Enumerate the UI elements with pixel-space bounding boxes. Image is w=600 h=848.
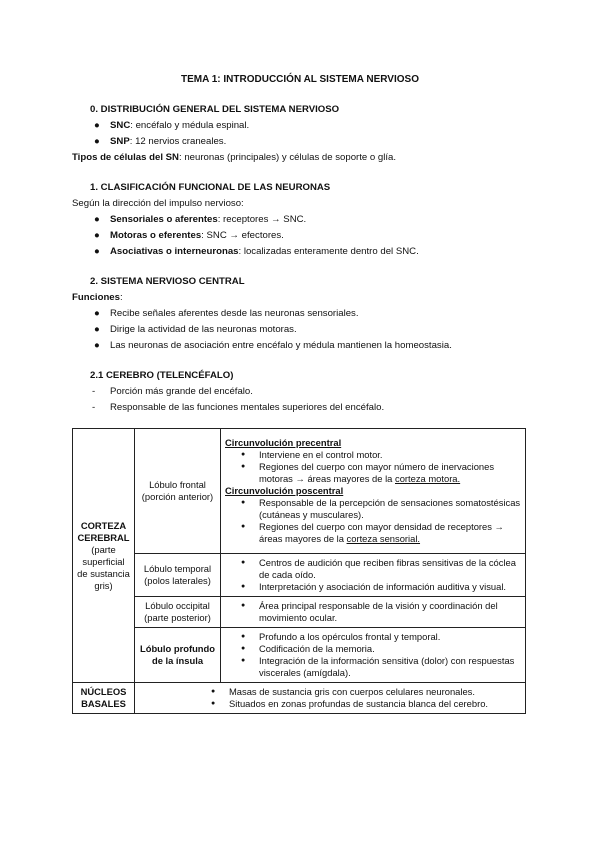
list-item: ● Codificación de la memoria. — [259, 643, 521, 655]
functions-label — [72, 292, 123, 304]
list — [225, 497, 521, 545]
item-text: Dirige la actividad de las neuronas motoras. — [110, 324, 297, 335]
list-item — [94, 214, 306, 226]
frontal-lobe-details — [221, 429, 526, 554]
list-item: ● Responsable de la percepción de sensaciones somatostésicas (cutáneas y musculares). — [259, 497, 521, 521]
table-row — [73, 554, 526, 597]
item-text-underlined: corteza motora. — [395, 473, 461, 484]
list — [225, 557, 521, 593]
list-item: ● Interpretación y asociación de información auditiva y visual. — [259, 581, 521, 593]
list-item — [94, 230, 284, 242]
term: Tipos de células del SN — [72, 152, 179, 163]
list-item — [259, 461, 521, 485]
lobe-name: Lóbulo frontal — [149, 479, 206, 490]
lobe-name: Lóbulo temporal — [143, 563, 212, 574]
subheading: Circunvolución poscentral — [225, 485, 344, 496]
list — [225, 631, 521, 679]
list-item — [92, 402, 384, 414]
bullet-icon: ● — [94, 120, 100, 131]
section-1-intro: Según la dirección del impulso nervioso: — [72, 198, 244, 209]
dash-icon: - — [92, 402, 96, 413]
lobe-location: (polos laterales) — [144, 575, 211, 586]
brain-structure-table — [72, 428, 526, 714]
item-text: : localizadas enteramente dentro del SNC. — [238, 246, 419, 257]
list — [225, 600, 521, 624]
bullet-icon: ● — [94, 136, 100, 147]
term: Motoras o eferentes — [110, 230, 202, 241]
bullet-icon: ● — [94, 308, 100, 319]
bullet-icon: ● — [94, 230, 100, 241]
document-title: TEMA 1: INTRODUCCIÓN AL SISTEMA NERVIOSO — [181, 74, 419, 85]
basal-nuclei-details — [135, 683, 526, 714]
item-text: : 12 nervios craneales. — [129, 136, 227, 147]
table-row — [73, 628, 526, 683]
bullet-icon: ● — [94, 214, 100, 225]
section-0-heading: 0. DISTRIBUCIÓN GENERAL DEL SISTEMA NERVIOSO — [90, 104, 340, 115]
list-item — [94, 340, 452, 352]
occipital-lobe-details — [221, 597, 526, 628]
list-item — [94, 308, 359, 320]
table-row — [73, 429, 526, 554]
bullet-icon: ● — [94, 246, 100, 257]
insula-lobe-details — [221, 628, 526, 683]
section-2-heading: 2. SISTEMA NERVIOSO CENTRAL — [90, 276, 245, 287]
list-item: ● Masas de sustancia gris con cuerpos celulares neuronales. — [229, 686, 521, 698]
lobe-location: (porción anterior) — [141, 491, 214, 502]
item-text: Responsable de las funciones mentales superiores del encéfalo. — [110, 402, 385, 413]
frontal-lobe-cell — [135, 429, 221, 554]
colon: : — [119, 292, 123, 303]
basal-nuclei-label: NÚCLEOS BASALES — [80, 686, 127, 709]
list-item — [94, 120, 249, 132]
list-item — [94, 324, 297, 336]
cortex-cell — [73, 429, 135, 683]
lobe-location: (parte posterior) — [144, 612, 211, 623]
term: Asociativas o interneuronas — [110, 246, 239, 257]
lobe-name: Lóbulo occipital — [145, 600, 210, 611]
bullet-icon: ● — [94, 324, 100, 335]
subheading: Circunvolución precentral — [225, 437, 342, 448]
temporal-lobe-details — [221, 554, 526, 597]
item-text: Recibe señales aferentes desde las neuronas sensoriales. — [110, 308, 359, 319]
list-item — [94, 136, 226, 148]
table-row — [73, 597, 526, 628]
term: Sensoriales o aferentes — [110, 214, 218, 225]
item-text: Regiones del cuerpo con mayor número de inervaciones motoras → áreas mayores de la — [259, 461, 495, 484]
lobe-name: Lóbulo profundo de la ínsula — [140, 643, 215, 666]
list-item — [259, 521, 521, 545]
item-text: : receptores → SNC. — [217, 214, 307, 225]
item-text: Regiones del cuerpo con mayor densidad de receptores → áreas mayores de la — [259, 521, 504, 544]
item-text: : encéfalo y médula espinal. — [130, 120, 250, 131]
list-item: ● Área principal responsable de la visión y coordinación del movimiento ocular. — [259, 600, 521, 624]
list-item: ● Profundo a los opérculos frontal y temporal. — [259, 631, 521, 643]
temporal-lobe-cell — [135, 554, 221, 597]
list-item — [92, 386, 253, 398]
bullet-icon: ● — [94, 340, 100, 351]
item-text: : SNC → efectores. — [201, 230, 284, 241]
cortex-description: (parte superficial de sustancia gris) — [77, 543, 130, 591]
section-1-heading: 1. CLASIFICACIÓN FUNCIONAL DE LAS NEURONAS — [90, 182, 331, 193]
item-text: : neuronas (principales) y células de soporte o glía. — [179, 152, 397, 163]
list-item — [94, 246, 419, 258]
insula-lobe-cell — [135, 628, 221, 683]
term: SNC — [110, 120, 131, 131]
term: SNP — [110, 136, 130, 147]
list-item: ● Situados en zonas profundas de sustancia blanca del cerebro. — [229, 698, 521, 710]
item-text-underlined: corteza sensorial. — [346, 533, 421, 544]
list-item: ● Centros de audición que reciben fibras sensitivas de la cóclea de cada oído. — [259, 557, 521, 581]
list-item: ● Integración de la información sensitiva (dolor) con respuestas viscerales (amígdala). — [259, 655, 521, 679]
list-item: ● Interviene en el control motor. — [259, 449, 521, 461]
cortex-label: CORTEZA CEREBRAL — [77, 519, 130, 543]
list — [225, 449, 521, 485]
basal-nuclei-cell — [73, 683, 135, 714]
term: Funciones — [72, 292, 120, 303]
item-text: Las neuronas de asociación entre encéfalo y médula mantienen la homeostasia. — [110, 340, 452, 351]
occipital-lobe-cell — [135, 597, 221, 628]
dash-icon: - — [92, 386, 96, 397]
list — [139, 686, 521, 710]
cell-types-line — [72, 152, 396, 164]
table-row — [73, 683, 526, 714]
item-text: Porción más grande del encéfalo. — [110, 386, 253, 397]
section-2-1-heading: 2.1 CEREBRO (TELENCÉFALO) — [90, 370, 234, 381]
